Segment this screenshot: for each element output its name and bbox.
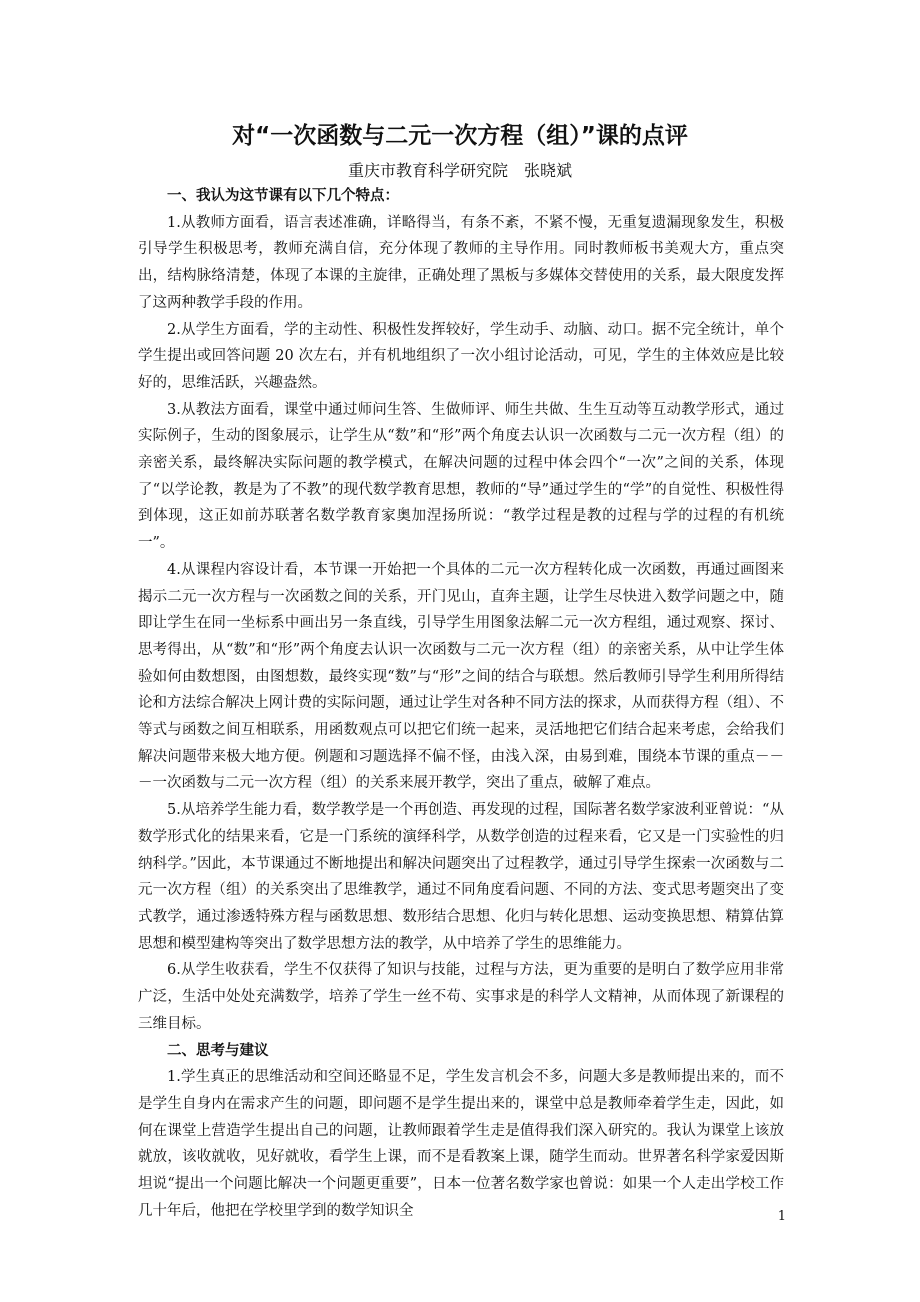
section-heading-suggestions: 二、思考与建议 [167, 1042, 269, 1059]
paragraph: 3.从教法方面看，课堂中通过师问生答、生做师评、师生共做、生生互动等互动教学形式，通过实际例子，生动的图象展示，让学生从“数”和“形”两个角度去认识一次函数与二元一次方程（组）的亲密关系，最终解决实际问题的教学模式，在解决问题的过程中体会四个“一次”之间的关系，体现了“以学论教，教是为了不教”的现代数学教育思想，教师的“导”通过学生的“学”的自觉性、积极性得到体现，这正如前苏联著名数学教育家奥加涅扬所说：“教学过程是教的过程与学的过程的有机统一”。 [138, 401, 784, 552]
section-heading-features: 一、我认为这节课有以下几个特点： [167, 188, 399, 204]
paragraph: 5.从培养学生能力看，数学教学是一个再创造、再发现的过程，国际著名数学家波利亚曾说：“从数学形式化的结果来看，它是一门系统的演绎科学，从数学创造的过程来看，它又是一门实验性的归纳科学。”因此，本节课通过不断地提出和解决问题突出了过程教学，通过引导学生探索一次函数与二元一次方程（组）的关系突出了思维教学，通过不同角度看问题、不同的方法、变式思考题突出了变式教学，通过渗透特殊方程与函数思想、数形结合思想、化归与转化思想、运动变换思想、精算估算思想和模型建构等突出了数学思想方法的教学，从中培养了学生的思维能力。 [138, 802, 784, 952]
paragraph: 1.学生真正的思维活动和空间还略显不足，学生发言机会不多，问题大多是教师提出来的，而不是学生自身内在需求产生的问题，即问题不是学生提出来的，课堂中总是教师牵着学生走，因此，如何在课堂上营造学生提出自己的问题，让教师跟着学生走是值得我们深入研究的。我认为课堂上该放就放，该收就收，见好就收，看学生上课，而不是看教案上课，随学生而动。世界著名科学家爱因斯坦说“提出一个问题比解决一个问题更重要”，日本一位著名数学家也曾说：如果一个人走出学校工作几十年后，他把在学校里学到的数学知识全 [138, 1069, 784, 1219]
author-line: 重庆市教育科学研究院 张晓斌 [347, 161, 572, 180]
document-body [138, 183, 784, 1224]
page-number: 1 [777, 1209, 786, 1224]
document-title: 对“一次函数与二元一次方程（组）”课的点评 [232, 123, 688, 149]
paragraph: 2.从学生方面看，学的主动性、积极性发挥较好，学生动手、动脑、动口。据不完全统计，单个学生提出或回答问题 20 次左右，并有机地组织了一次小组讨论活动，可见，学生的主体效应是比较好的，思维活跃，兴趣盎然。 [138, 321, 784, 391]
paragraph: 4.从课程内容设计看，本节课一开始把一个具体的二元一次方程转化成一次函数，再通过画图来揭示二元一次方程与一次函数之间的关系，开门见山，直奔主题，让学生尽快进入数学问题之中，随即让学生在同一坐标系中画出另一条直线，引导学生用图象法解二元一次方程组，通过观察、探讨、思考得出，从“数”和“形”两个角度去认识一次函数与二元一次方程（组）的亲密关系，从中让学生体验如何由数想图，由图想数，最终实现“数”与“形”之间的结合与联想。然后教师引导学生利用所得结论和方法综合解决上网计费的实际问题，通过让学生对各种不同方法的探求，从而获得方程（组）、不等式与函数之间互相联系，用函数观点可以把它们统一起来，灵活地把它们结合起来考虑，会给我们解决问题带来极大地方便。例题和习题选择不偏不怪，由浅入深，由易到难，围绕本节课的重点－－－一次函数与二元一次方程（组）的关系来展开教学，突出了重点，破解了难点。 [138, 561, 784, 792]
paragraph: 1.从教师方面看，语言表述准确，详略得当，有条不紊，不紧不慢，无重复遗漏现象发生，积极引导学生积极思考，教师充满自信，充分体现了教师的主导作用。同时教师板书美观大方，重点突出，结构脉络清楚，体现了本课的主旋律，正确处理了黑板与多媒体交替使用的关系，最大限度发挥了这两种教学手段的作用。 [138, 214, 784, 311]
paragraph: 6.从学生收获看，学生不仅获得了知识与技能，过程与方法，更为重要的是明白了数学应用非常广泛，生活中处处充满数学，培养了学生一丝不苟、实事求是的科学人文精神，从而体现了新课程的三维目标。 [138, 962, 784, 1032]
